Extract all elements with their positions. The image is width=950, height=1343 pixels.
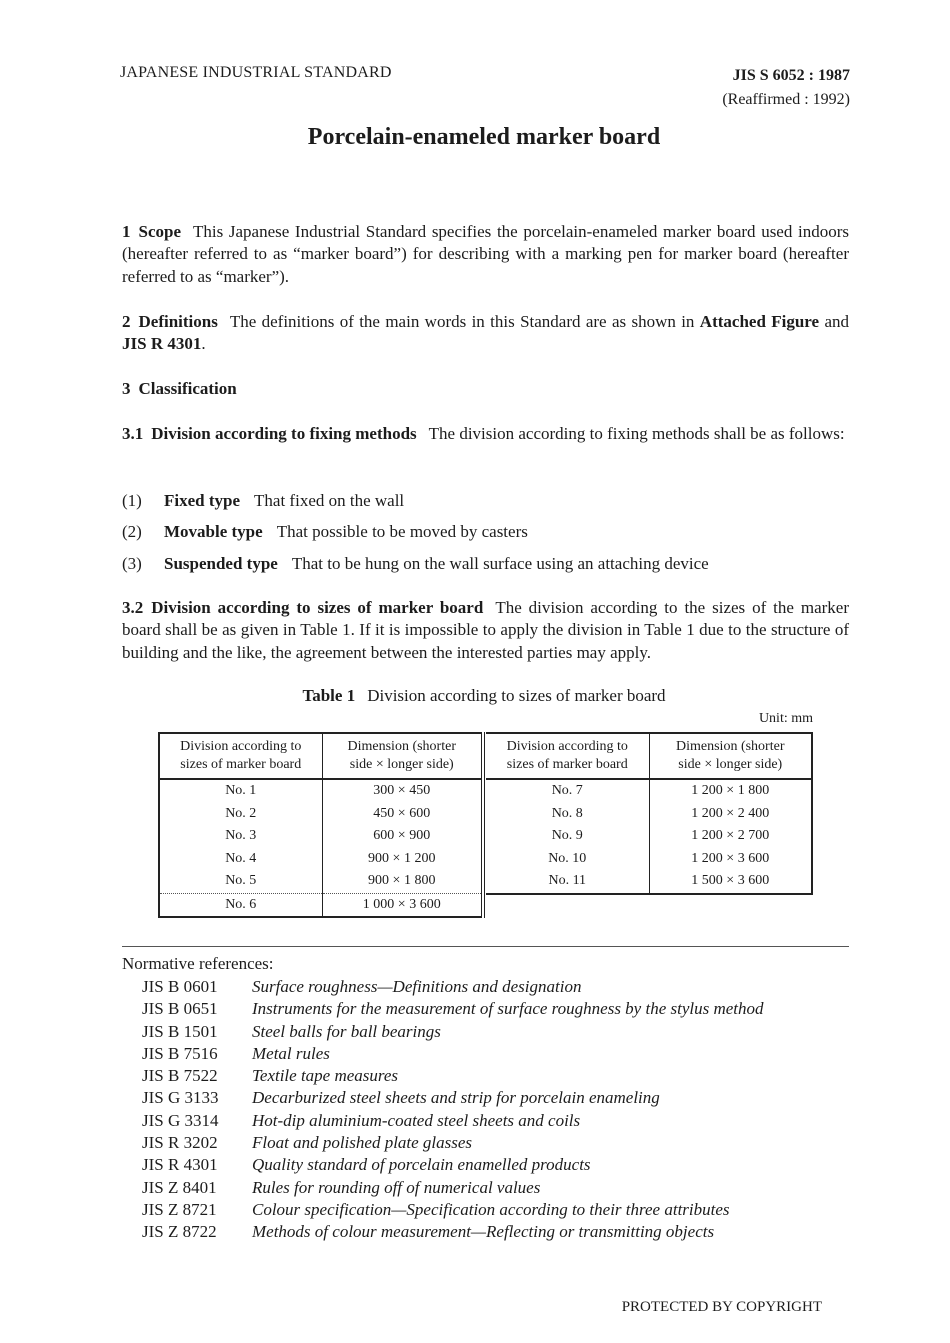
- section-scope: [122, 221, 849, 288]
- reference-item: [142, 1110, 764, 1132]
- section-heading: Scope: [138, 222, 181, 241]
- table-row: [486, 779, 812, 803]
- dimension-cell: 1 200 × 3 600: [691, 850, 770, 866]
- division-cell: No. 4: [159, 848, 322, 871]
- reference-title: Rules for rounding off of numerical values: [252, 1177, 541, 1197]
- reference-title: Colour specification—Specification according to their three attributes: [252, 1199, 730, 1219]
- section-number: 2: [122, 312, 131, 331]
- reference-title: Methods of colour measurement—Reflecting or transmitting objects: [252, 1222, 715, 1242]
- section-number: 3: [122, 379, 131, 398]
- section-text: The division according to fixing methods shall be as follows:: [428, 424, 845, 443]
- header-line: sizes of marker board: [180, 757, 302, 772]
- reference-item: [142, 998, 764, 1020]
- reference-item: [142, 1021, 764, 1043]
- reference-title: Metal rules: [252, 1043, 330, 1063]
- table-row: [486, 825, 812, 848]
- section-fixing-methods: [122, 423, 849, 445]
- division-cell: No. 1: [159, 779, 322, 803]
- table-row: [486, 870, 812, 894]
- reference-item: [142, 1177, 764, 1199]
- section-heading: Division according to sizes of marker board: [151, 598, 484, 617]
- table-row: [159, 803, 483, 826]
- reference-title: Decarburized steel sheets and strip for porcelain enameling: [252, 1088, 660, 1108]
- reference-item: [142, 1065, 764, 1087]
- header-line: sizes of marker board: [506, 757, 628, 772]
- reference-code: JIS B 0601: [142, 977, 218, 996]
- table-row: [159, 870, 483, 893]
- table-caption: [0, 686, 950, 706]
- reference-code: JIS B 7516: [142, 1043, 218, 1063]
- table-label: Table 1: [302, 686, 356, 705]
- reference-attached-figure: Attached Figure: [699, 312, 820, 331]
- dimension-cell: 600 × 900: [373, 828, 431, 844]
- section-divider: [122, 946, 849, 947]
- normative-references-list: [142, 976, 764, 1244]
- reference-title: Float and polished plate glasses: [252, 1133, 473, 1153]
- section-number: 3.2: [122, 598, 144, 617]
- dimension-cell: 1 200 × 2 400: [691, 805, 770, 821]
- division-cell: No. 10: [486, 848, 649, 871]
- section-sizes: [122, 597, 849, 664]
- division-cell: No. 2: [159, 803, 322, 826]
- standard-code: JIS S 6052 : 1987: [732, 67, 850, 84]
- header-line: Division according to: [180, 739, 302, 754]
- division-cell: No. 8: [486, 803, 649, 826]
- reference-title: Textile tape measures: [252, 1066, 399, 1086]
- dimension-cell: 300 × 450: [373, 783, 431, 799]
- list-item: [122, 553, 709, 575]
- division-cell: No. 5: [159, 870, 322, 893]
- copyright-footer: PROTECTED BY COPYRIGHT: [621, 1299, 822, 1315]
- reference-title: Surface roughness—Definitions and designation: [252, 977, 582, 996]
- section-definitions: [122, 311, 849, 356]
- reference-title: Hot-dip aluminium-coated steel sheets and coils: [252, 1110, 581, 1130]
- dimension-cell: 900 × 1 200: [368, 850, 436, 866]
- section-classification: [122, 378, 849, 400]
- reference-title: Instruments for the measurement of surface roughness by the stylus method: [252, 999, 764, 1019]
- page-title: Porcelain-enameled marker board: [307, 124, 661, 150]
- dimension-cell: 450 × 600: [373, 805, 431, 821]
- dimension-cell: 1 200 × 2 700: [691, 828, 770, 844]
- section-text: The division according to the sizes of the marker board shall be as given in Table 1. If it is impossible to apply the division in Table 1 due to the structure of building and the like, the agreement between the interested parties may apply.: [122, 598, 849, 662]
- reference-item: [142, 976, 764, 998]
- header-line: Dimension (shorter: [676, 739, 785, 754]
- table-row: [486, 803, 812, 826]
- table-caption-text: Division according to sizes of marker board: [367, 686, 666, 705]
- header-standard-label: JAPANESE INDUSTRIAL STANDARD: [120, 64, 392, 81]
- division-cell: No. 11: [486, 870, 649, 894]
- list-term: Movable type: [164, 522, 263, 541]
- list-number: (1): [122, 491, 142, 510]
- list-description: That possible to be moved by casters: [276, 522, 528, 541]
- dimension-cell: 1 200 × 1 800: [691, 783, 770, 799]
- reference-title: Steel balls for ball bearings: [252, 1021, 441, 1041]
- column-header-dimension: [322, 733, 483, 779]
- header-line: side × longer side): [678, 757, 783, 772]
- reference-jis-r-4301: JIS R 4301: [122, 334, 202, 354]
- section-number: 3.1: [122, 424, 144, 443]
- table-row: [159, 825, 483, 848]
- division-cell: No. 3: [159, 825, 322, 848]
- section-heading: Classification: [138, 379, 237, 398]
- division-cell: No. 6: [159, 893, 322, 917]
- header-line: side × longer side): [349, 757, 454, 772]
- section-heading: Division according to fixing methods: [151, 424, 417, 443]
- list-item: [122, 490, 404, 512]
- section-number: 1: [122, 222, 131, 241]
- list-number: (2): [122, 522, 142, 541]
- reference-item: [142, 1199, 764, 1221]
- table-row: [486, 848, 812, 871]
- list-term: Fixed type: [164, 491, 241, 510]
- size-table-left: [158, 732, 485, 918]
- reaffirmed-note: (Reaffirmed : 1992): [722, 91, 850, 108]
- reference-code: JIS B 1501: [142, 1021, 218, 1041]
- division-cell: No. 7: [486, 779, 649, 803]
- header-line: Division according to: [506, 739, 628, 754]
- section-text: .: [201, 334, 206, 354]
- reference-item: [142, 1043, 764, 1065]
- reference-code: JIS Z 8721: [142, 1199, 217, 1219]
- column-header-dimension: [649, 733, 812, 779]
- dimension-cell: 900 × 1 800: [368, 873, 436, 889]
- list-number: (3): [122, 554, 142, 573]
- section-heading: Definitions: [138, 312, 218, 331]
- list-item: [122, 521, 528, 543]
- table-row: [159, 779, 483, 803]
- list-term: Suspended type: [164, 554, 278, 573]
- reference-code: JIS G 3314: [142, 1110, 219, 1130]
- reference-code: JIS B 7522: [142, 1066, 218, 1086]
- header-line: Dimension (shorter: [347, 739, 456, 754]
- table-header-row: [159, 733, 483, 779]
- table-row: [159, 893, 483, 917]
- reference-code: JIS Z 8401: [142, 1177, 217, 1197]
- reference-title: Quality standard of porcelain enamelled products: [252, 1155, 591, 1175]
- table-unit: Unit: mm: [758, 711, 813, 726]
- column-header-division: [159, 733, 322, 779]
- header-code-block: [722, 64, 850, 112]
- size-table-right: [486, 732, 813, 895]
- reference-item: [142, 1087, 764, 1109]
- list-description: That fixed on the wall: [254, 491, 405, 510]
- reference-code: JIS G 3133: [142, 1088, 219, 1108]
- reference-code: JIS R 3202: [142, 1133, 218, 1153]
- table-header-row: [486, 733, 812, 779]
- reference-code: JIS R 4301: [142, 1155, 218, 1175]
- reference-item: [142, 1154, 764, 1176]
- table-row: [159, 848, 483, 871]
- reference-item: [142, 1221, 764, 1243]
- dimension-cell: 1 500 × 3 600: [691, 873, 770, 889]
- normative-references-title: Normative references:: [122, 954, 274, 973]
- reference-code: JIS B 0651: [142, 999, 218, 1019]
- section-text: and: [824, 312, 850, 331]
- section-text: The definitions of the main words in this Standard are as shown in: [229, 312, 695, 331]
- dimension-cell: 1 000 × 3 600: [322, 893, 483, 917]
- reference-code: JIS Z 8722: [142, 1222, 217, 1242]
- section-text: This Japanese Industrial Standard specifies the porcelain-enameled marker board used indoors (hereafter referred to as “marker board”) for describing with a marking pen for marker board (hereafter referred to as “marker”).: [122, 222, 849, 286]
- division-cell: No. 9: [486, 825, 649, 848]
- list-description: That to be hung on the wall surface using an attaching device: [291, 554, 709, 573]
- column-header-division: [486, 733, 649, 779]
- reference-item: [142, 1132, 764, 1154]
